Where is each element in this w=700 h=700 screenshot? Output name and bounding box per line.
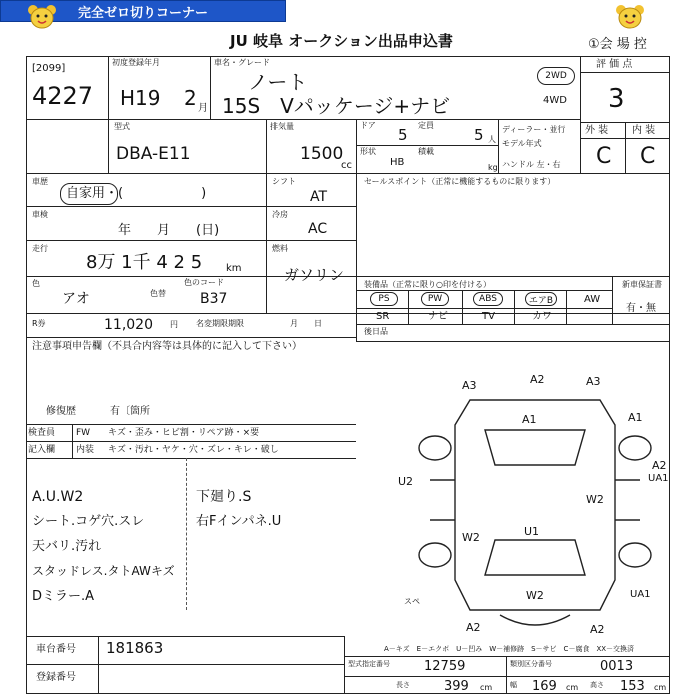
kg-unit: kg <box>488 163 498 172</box>
shift-label: シフト <box>272 177 296 186</box>
bear-mascot-icon-left <box>26 3 58 33</box>
first-reg-month: 2 <box>184 86 197 110</box>
class-label: 類別区分番号 <box>510 660 552 668</box>
warranty-label: 新車保証書 <box>622 280 662 289</box>
damage-legend: A－キズ E－エクボ U－凹み W－補修跡 S－サビ C－腐食 XX－交換済 <box>384 645 635 653</box>
cc-unit: cc <box>341 160 352 171</box>
sales-point-label: セールスポイント（正常に機能するものに限ります） <box>364 177 556 186</box>
auction-title: JU 岐阜 オークション出品申込書 <box>230 32 453 50</box>
history-value: 自家用・( ) <box>66 186 207 201</box>
interior-value: C <box>640 144 656 169</box>
damage-mark-spare: スペ <box>404 597 420 606</box>
exterior-value: C <box>596 144 612 169</box>
entry-label: 記入欄 <box>28 445 56 455</box>
month-unit: 月 <box>198 103 208 114</box>
drive-4wd: 4WD <box>543 95 567 106</box>
inspection-value: 年 月 (日) <box>118 223 220 238</box>
venue-label: ①会 場 控 <box>588 37 647 52</box>
equip-airbag: エアB <box>525 292 557 306</box>
tax-label: 名変期限期限 <box>196 319 244 328</box>
interior-items: キズ・汚れ・ヤケ・穴・ズレ・キレ・破し <box>108 445 279 455</box>
note-left-2: シート.コゲ穴.スレ <box>32 514 145 529</box>
damage-mark-ua1-bottom: UA1 <box>630 589 651 600</box>
equip-leather: カワ <box>532 311 552 322</box>
inspector-label: 検査員 <box>28 428 56 438</box>
ac-value: AC <box>308 221 328 237</box>
reg-no-label: 登録番号 <box>36 672 76 683</box>
exterior-label: 外 装 <box>585 125 609 136</box>
eval-label: 評 価 点 <box>596 59 633 70</box>
height-value: 153 <box>620 679 645 694</box>
equip-aw: AW <box>584 294 601 305</box>
doors-label: ドア <box>360 121 376 130</box>
notes-header: 注意事項申告欄（不具合内容等は具体的に記入して下さい） <box>32 341 302 352</box>
damage-mark-w2-bottom: W2 <box>526 589 544 602</box>
color-no-label: 色替 <box>150 289 166 298</box>
ac-label: 冷房 <box>272 210 288 219</box>
damage-mark-a2-top: A2 <box>530 373 545 386</box>
lot-code: [2099] <box>32 63 66 74</box>
car-name-label: 車名・グレード <box>214 58 270 67</box>
recycle-value: 11,020 <box>104 317 153 333</box>
note-left-3: 天バリ.汚れ <box>32 539 102 554</box>
post-date-label: 後日品 <box>364 327 388 336</box>
car-grade: 15S Vパッケージ+ナビ <box>222 94 451 118</box>
length-unit: cm <box>480 683 493 692</box>
interior-label: 内 装 <box>632 125 656 136</box>
interior-entry-label: 内装 <box>76 445 95 455</box>
shape-label: 形状 <box>360 147 376 156</box>
mileage-label: 走行 <box>32 244 48 253</box>
damage-mark-ua1-right: UA1 <box>648 473 669 484</box>
note-right-2: 右Fインパネ.U <box>196 514 282 529</box>
equip-abs: ABS <box>473 292 503 306</box>
car-name: ノート <box>248 70 308 94</box>
height-label: 高さ <box>590 681 604 689</box>
note-right-1: 下廻り.S <box>196 489 252 505</box>
height-unit: cm <box>654 683 667 692</box>
eval-value: 3 <box>608 84 625 114</box>
damage-mark-a1-center: A1 <box>522 413 537 426</box>
yen-unit: 円 <box>170 320 178 329</box>
drive-2wd-circle: 2WD <box>537 67 575 85</box>
type-cert-label: 型式指定番号 <box>348 660 390 668</box>
color-label: 色 <box>32 279 40 288</box>
first-reg-era: H19 <box>120 86 161 110</box>
doors-value: 5 <box>398 126 408 144</box>
fw-items: キズ・歪み・ヒビ割・リペア跡・×要 <box>108 428 260 438</box>
dealer-label: ディーラー・並行 <box>502 125 566 134</box>
shift-value: AT <box>310 189 328 205</box>
equip-tv: TV <box>482 311 495 322</box>
inspection-label: 車検 <box>32 210 48 219</box>
displacement-value: 1500 <box>300 144 344 164</box>
color-code-value: B37 <box>200 291 228 307</box>
type-cert-value: 12759 <box>424 659 466 674</box>
color-value: アオ <box>62 291 90 307</box>
km-unit: km <box>226 263 242 274</box>
note-left-5: Dミラー.A <box>32 589 95 604</box>
damage-mark-a1-right: A1 <box>628 411 643 424</box>
fuel-value: ガソリン <box>284 266 345 284</box>
repair-value: 有〔箇所 <box>110 406 150 417</box>
damage-mark-a2-bottom-right: A2 <box>590 623 605 636</box>
class-value: 0013 <box>600 659 634 674</box>
color-code-label: 色のコード <box>184 278 224 287</box>
width-value: 169 <box>532 679 557 694</box>
damage-mark-a3-left: A3 <box>462 379 477 392</box>
equip-sr: SR <box>376 311 390 322</box>
car-no-label: 車台番号 <box>36 644 76 655</box>
lot-number: 4227 <box>32 82 94 110</box>
damage-mark-a2-right: A2 <box>652 459 667 472</box>
equip-pw: PW <box>421 292 449 306</box>
model-year-label: モデル年式 <box>502 139 542 148</box>
displacement-label: 排気量 <box>270 122 294 131</box>
note-left-1: A.U.W2 <box>32 489 84 505</box>
person-unit: 人 <box>488 135 496 144</box>
damage-mark-w2-right: W2 <box>586 493 604 506</box>
first-reg-label: 初度登録年月 <box>112 58 160 67</box>
tax-value: 月 日 <box>290 319 322 328</box>
damage-mark-u1-center: U1 <box>524 525 540 538</box>
recycle-label: R券 <box>32 319 46 328</box>
car-no-value: 181863 <box>106 639 164 657</box>
fw-label: FW <box>76 428 91 438</box>
capacity-value: 5 <box>474 126 484 144</box>
equipment-label: 装備品（正常に限り○印を付ける） <box>364 280 491 289</box>
repair-label: 修復歴 <box>46 406 76 417</box>
damage-mark-w2-left: W2 <box>462 531 480 544</box>
damage-mark-a2-bottom-left: A2 <box>466 621 481 634</box>
width-label: 幅 <box>510 681 517 689</box>
capacity-label: 定員 <box>418 121 434 130</box>
load-label: 積載 <box>418 147 434 156</box>
history-label: 車歴 <box>32 177 48 186</box>
shape-value: HB <box>390 157 405 168</box>
damage-mark-a3-right: A3 <box>586 375 601 388</box>
equip-navi: ナビ <box>428 311 448 322</box>
banner: 完全ゼロ切りコーナー <box>0 0 286 22</box>
length-label: 長さ <box>396 681 410 689</box>
mileage-value: 8万 1千 4 2 5 <box>86 252 203 273</box>
bear-mascot-icon-right <box>614 3 646 33</box>
damage-mark-u2-left: U2 <box>398 475 414 488</box>
note-left-4: スタッドレス.タトAWキズ <box>32 564 175 578</box>
model-value: DBA-E11 <box>116 144 191 164</box>
handle-label: ハンドル 左・右 <box>502 160 561 169</box>
fuel-label: 燃料 <box>272 244 288 253</box>
length-value: 399 <box>444 679 469 694</box>
width-unit: cm <box>566 683 579 692</box>
model-label: 型式 <box>114 122 130 131</box>
warranty-value: 有・無 <box>626 303 656 314</box>
equip-ps: PS <box>370 292 398 306</box>
